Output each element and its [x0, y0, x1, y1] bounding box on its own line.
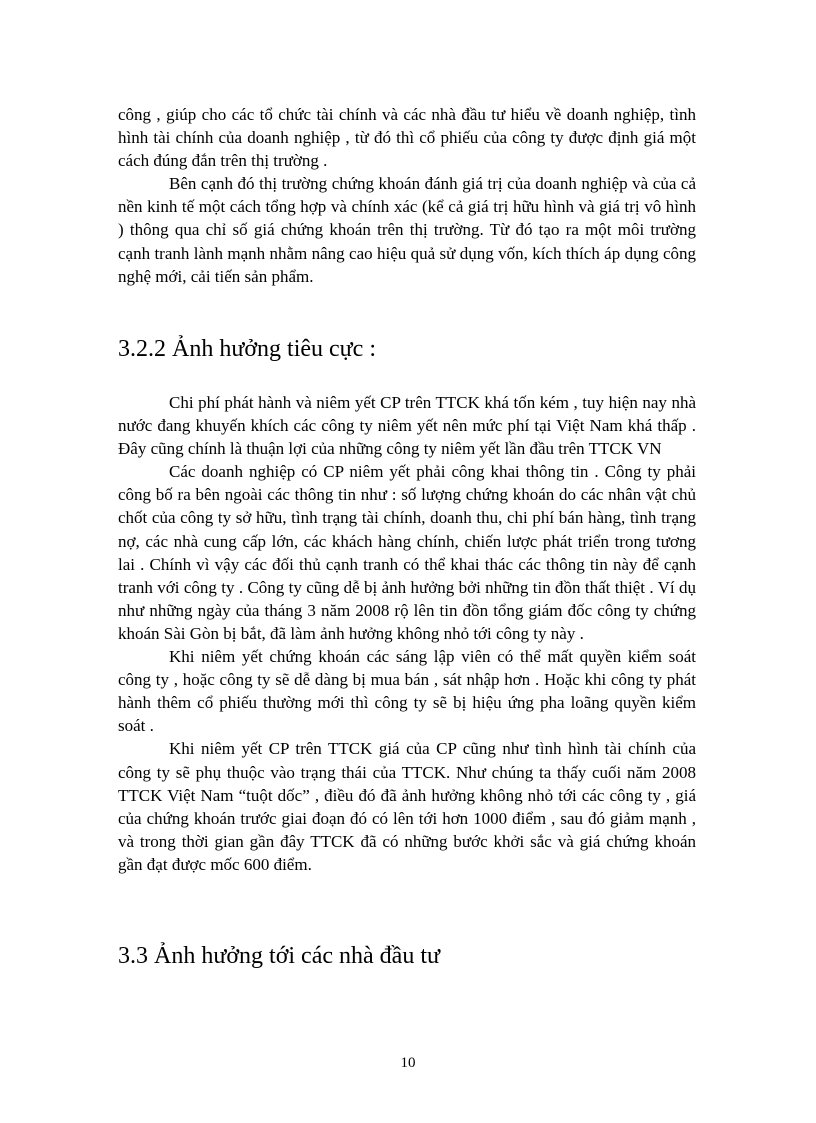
page-number: 10	[400, 1055, 416, 1071]
paragraph: Khi niêm yết chứng khoán các sáng lập viên có thể mất quyền kiểm soát công ty , hoặc công ty sẽ dễ dàng bị mua bán , sát nhập hơn . Hoặc khi công ty phát hành thêm cổ phiếu thường mới thì công ty sẽ bị hiệu ứng pha loãng quyền kiểm soát .	[118, 647, 696, 736]
paragraph: Bên cạnh đó thị trường chứng khoán đánh giá trị của doanh nghiệp và của cả nền kinh tế một cách tổng hợp và chính xác (kể cả giá trị hữu hình và giá trị vô hình ) thông qua chỉ số giá chứng khoán trên thị trường. Từ đó tạo ra một môi trường cạnh tranh lành mạnh nhằm nâng cao hiệu quả sử dụng vốn, kích thích áp dụng công nghệ mới, cải tiến sản phẩm.	[118, 174, 696, 286]
paragraph: Chi phí phát hành và niêm yết CP trên TTCK khá tốn kém , tuy hiện nay nhà nước đang khuyến khích các công ty niêm yết nên mức phí tại Việt Nam khá thấp . Đây cũng chính là thuận lợi của những công ty niêm yết lần đầu trên TTCK VN	[118, 393, 696, 459]
text-block-negative-effects	[118, 391, 696, 876]
section-heading-negative-effects: 3.2.2 Ảnh hưởng tiêu cực :	[118, 336, 376, 362]
paragraph: Các doanh nghiệp có CP niêm yết phải công khai thông tin . Công ty phải công bố ra bên ngoài các thông tin như : số lượng chứng khoán do các nhân vật chủ chốt của công ty sở hữu, tình trạng tài chính, doanh thu, chi phí bán hàng, tình trạng nợ, các nhà cung cấp lớn, các khách hàng chính, chiến lược phát triển trong tương lai . Chính vì vậy các đối thủ cạnh tranh có thể khai thác các thông tin này để cạnh tranh với công ty . Công ty cũng dễ bị ảnh hưởng bởi những tin đồn thất thiệt . Ví dụ như những ngày của tháng 3 năm 2008 rộ lên tin đồn tổng giám đốc công ty chứng khoán Sài Gòn bị bắt, đã làm ảnh hưởng không nhỏ tới công ty này .	[118, 462, 696, 643]
section-heading-investor-effects: 3.3 Ảnh hưởng tới các nhà đầu tư	[118, 943, 440, 969]
paragraph: Khi niêm yết CP trên TTCK giá của CP cũng như tình hình tài chính của công ty sẽ phụ thuộc vào trạng thái của TTCK. Như chúng ta thấy cuối năm 2008 TTCK Việt Nam “tuột dốc” , điều đó đã ảnh hưởng không nhỏ tới các công ty , giá của chứng khoán trước giai đoạn đó có lên tới hơn 1000 điểm , sau đó giảm mạnh , và trong thời gian gần đây TTCK đã có những bước khởi sắc và giá chứng khoán gần đạt được mốc 600 điểm.	[118, 739, 696, 874]
paragraph: công , giúp cho các tổ chức tài chính và các nhà đầu tư hiểu về doanh nghiệp, tình hình tài chính của doanh nghiệp , từ đó thì cổ phiếu của công ty được định giá một cách đúng đắn trên thị trường .	[118, 105, 696, 171]
text-block-intro	[118, 103, 696, 288]
